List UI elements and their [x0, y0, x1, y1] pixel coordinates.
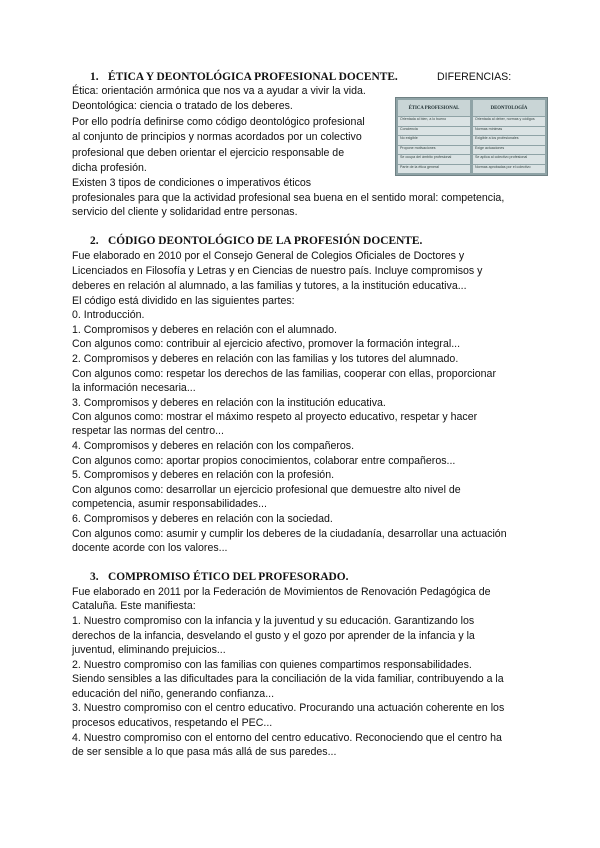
section-3-line: 4. Nuestro compromiso con el entorno del centro educativo. Reconociendo que el centro ha — [72, 732, 502, 744]
table-cell: Orientada al bien, a lo bueno — [398, 117, 470, 126]
section-1-line: Por ello podría definirse como código deontológico profesional — [72, 116, 365, 128]
section-3-line: 1. Nuestro compromiso con la infancia y la juventud y su educación. Garantizando los — [72, 615, 475, 627]
section-2-line: 2. Compromisos y deberes en relación con las familias y los tutores del alumnado. — [72, 353, 459, 365]
table-cell: Normas mínimas — [473, 127, 545, 136]
section-2-line: Con algunos como: respetar los derechos de las familias, cooperar con ellas, proporcionar — [72, 368, 496, 380]
section-2-line: Con algunos como: mostrar el máximo respeto al proyecto educativo, respetar y hacer — [72, 411, 478, 423]
section-2-line: 0. Introducción. — [72, 309, 145, 321]
section-3-number: 3. — [90, 571, 99, 583]
section-3-line: procesos educativos, respetando el PEC... — [72, 717, 273, 729]
section-2-line: Fue elaborado en 2010 por el Consejo General de Colegios Oficiales de Doctores y — [72, 250, 465, 262]
differences-label: DIFERENCIAS: — [437, 71, 512, 83]
section-1-line: al conjunto de principios y normas acordados por un colectivo — [72, 131, 362, 143]
section-3-line: 3. Nuestro compromiso con el centro educativo. Procurando una actuación coherente en los — [72, 702, 505, 714]
section-3-line: de ser sensible a lo que pasa más allá de sus paredes... — [72, 746, 337, 758]
section-1-line: Existen 3 tipos de condiciones o imperativos éticos — [72, 177, 312, 189]
section-2-line: Con algunos como: asumir y cumplir los deberes de la ciudadanía, desarrollar una actuación — [72, 528, 507, 540]
ethics-column — [398, 100, 470, 173]
deontology-column-header: DEONTOLOGÍA — [473, 100, 545, 116]
table-cell: Conciencia — [398, 127, 470, 136]
section-2-line: 3. Compromisos y deberes en relación con la institución educativa. — [72, 397, 386, 409]
section-1-heading — [90, 71, 398, 84]
section-3-title: COMPROMISO ÉTICO DEL PROFESORADO. — [108, 571, 349, 583]
table-cell: Se aplica al colectivo profesional — [473, 155, 545, 164]
section-2-line: Con algunos como: desarrollar un ejercicio profesional que demuestre alto nivel de — [72, 484, 461, 496]
section-2-line: deberes en relación al alumnado, a las familias y tutores, a la institución educativa... — [72, 280, 467, 292]
section-1-line: Ética: orientación armónica que nos va a ayudar a vivir la vida. — [72, 85, 366, 97]
section-2-line: Con algunos como: aportar propios conocimientos, colaborar entre compañeros... — [72, 455, 456, 467]
section-2-title: CÓDIGO DEONTOLÓGICO DE LA PROFESIÓN DOCENTE. — [108, 235, 423, 247]
section-3-line: derechos de la infancia, desvelando el gusto y el gozo por aprender de la infancia y la — [72, 630, 475, 642]
section-2-line: Licenciados en Filosofía y Letras y en Ciencias de nuestro país. Incluye compromisos y — [72, 265, 483, 277]
section-2-line: 5. Compromisos y deberes en relación con la profesión. — [72, 469, 335, 481]
table-cell: Normas aprobadas por el colectivo — [473, 165, 545, 174]
section-2-line: Con algunos como: contribuir al ejercicio afectivo, promover la formación integral... — [72, 338, 461, 350]
table-cell: Orientada al deber, normas y códigos — [473, 117, 545, 126]
section-2-line: 1. Compromisos y deberes en relación con el alumnado. — [72, 324, 337, 336]
section-1-line: Deontológica: ciencia o tratado de los deberes. — [72, 100, 293, 112]
deontology-column — [473, 100, 545, 173]
section-1-line: profesional que deben orientar el ejercicio responsable de — [72, 147, 345, 159]
section-2-line: competencia, asumir responsabilidades... — [72, 498, 267, 510]
section-2-line: 6. Compromisos y deberes en relación con la sociedad. — [72, 513, 333, 525]
section-3-heading — [90, 571, 349, 584]
section-2-number: 2. — [90, 235, 99, 247]
table-cell: No exigible — [398, 136, 470, 145]
section-2-line: respetar las normas del centro... — [72, 425, 224, 437]
section-2-heading — [90, 235, 422, 248]
section-2-line: El código está dividido en las siguientes partes: — [72, 295, 295, 307]
section-2-line: la información necesaria... — [72, 382, 196, 394]
section-3-line: educación del niño, generando confianza... — [72, 688, 275, 700]
section-2-line: 4. Compromisos y deberes en relación con los compañeros. — [72, 440, 355, 452]
table-cell: Parte de la ética general — [398, 165, 470, 174]
section-1-number: 1. — [90, 71, 99, 83]
section-3-line: 2. Nuestro compromiso con las familias con quienes compartimos responsabilidades. — [72, 659, 472, 671]
section-2-line: docente acorde con los valores... — [72, 542, 228, 554]
ethics-column-header: ÉTICA PROFESIONAL — [398, 100, 470, 116]
section-1-line: dicha profesión. — [72, 162, 147, 174]
section-1-title: ÉTICA Y DEONTOLÓGICA PROFESIONAL DOCENTE. — [108, 71, 398, 83]
ethics-deontology-comparison-table — [395, 97, 548, 176]
section-3-line: juventud, eliminando prejuicios... — [72, 644, 226, 656]
section-1-line: profesionales para que la actividad profesional sea buena en el sentido moral: competencia, — [72, 192, 505, 204]
table-cell: Exigible a los profesionales — [473, 136, 545, 145]
table-cell: Exige actuaciones — [473, 146, 545, 155]
section-3-line: Fue elaborado en 2011 por la Federación de Movimientos de Renovación Pedagógica de — [72, 586, 491, 598]
section-3-line: Cataluña. Este manifiesta: — [72, 600, 196, 612]
table-cell: Se ocupa del ámbito profesional — [398, 155, 470, 164]
section-1-line: servicio del cliente y solidaridad entre personas. — [72, 206, 298, 218]
table-cell: Propone motivaciones — [398, 146, 470, 155]
section-3-line: Siendo sensibles a las dificultades para la conciliación de la vida familiar, contribuyendo a la — [72, 673, 504, 685]
